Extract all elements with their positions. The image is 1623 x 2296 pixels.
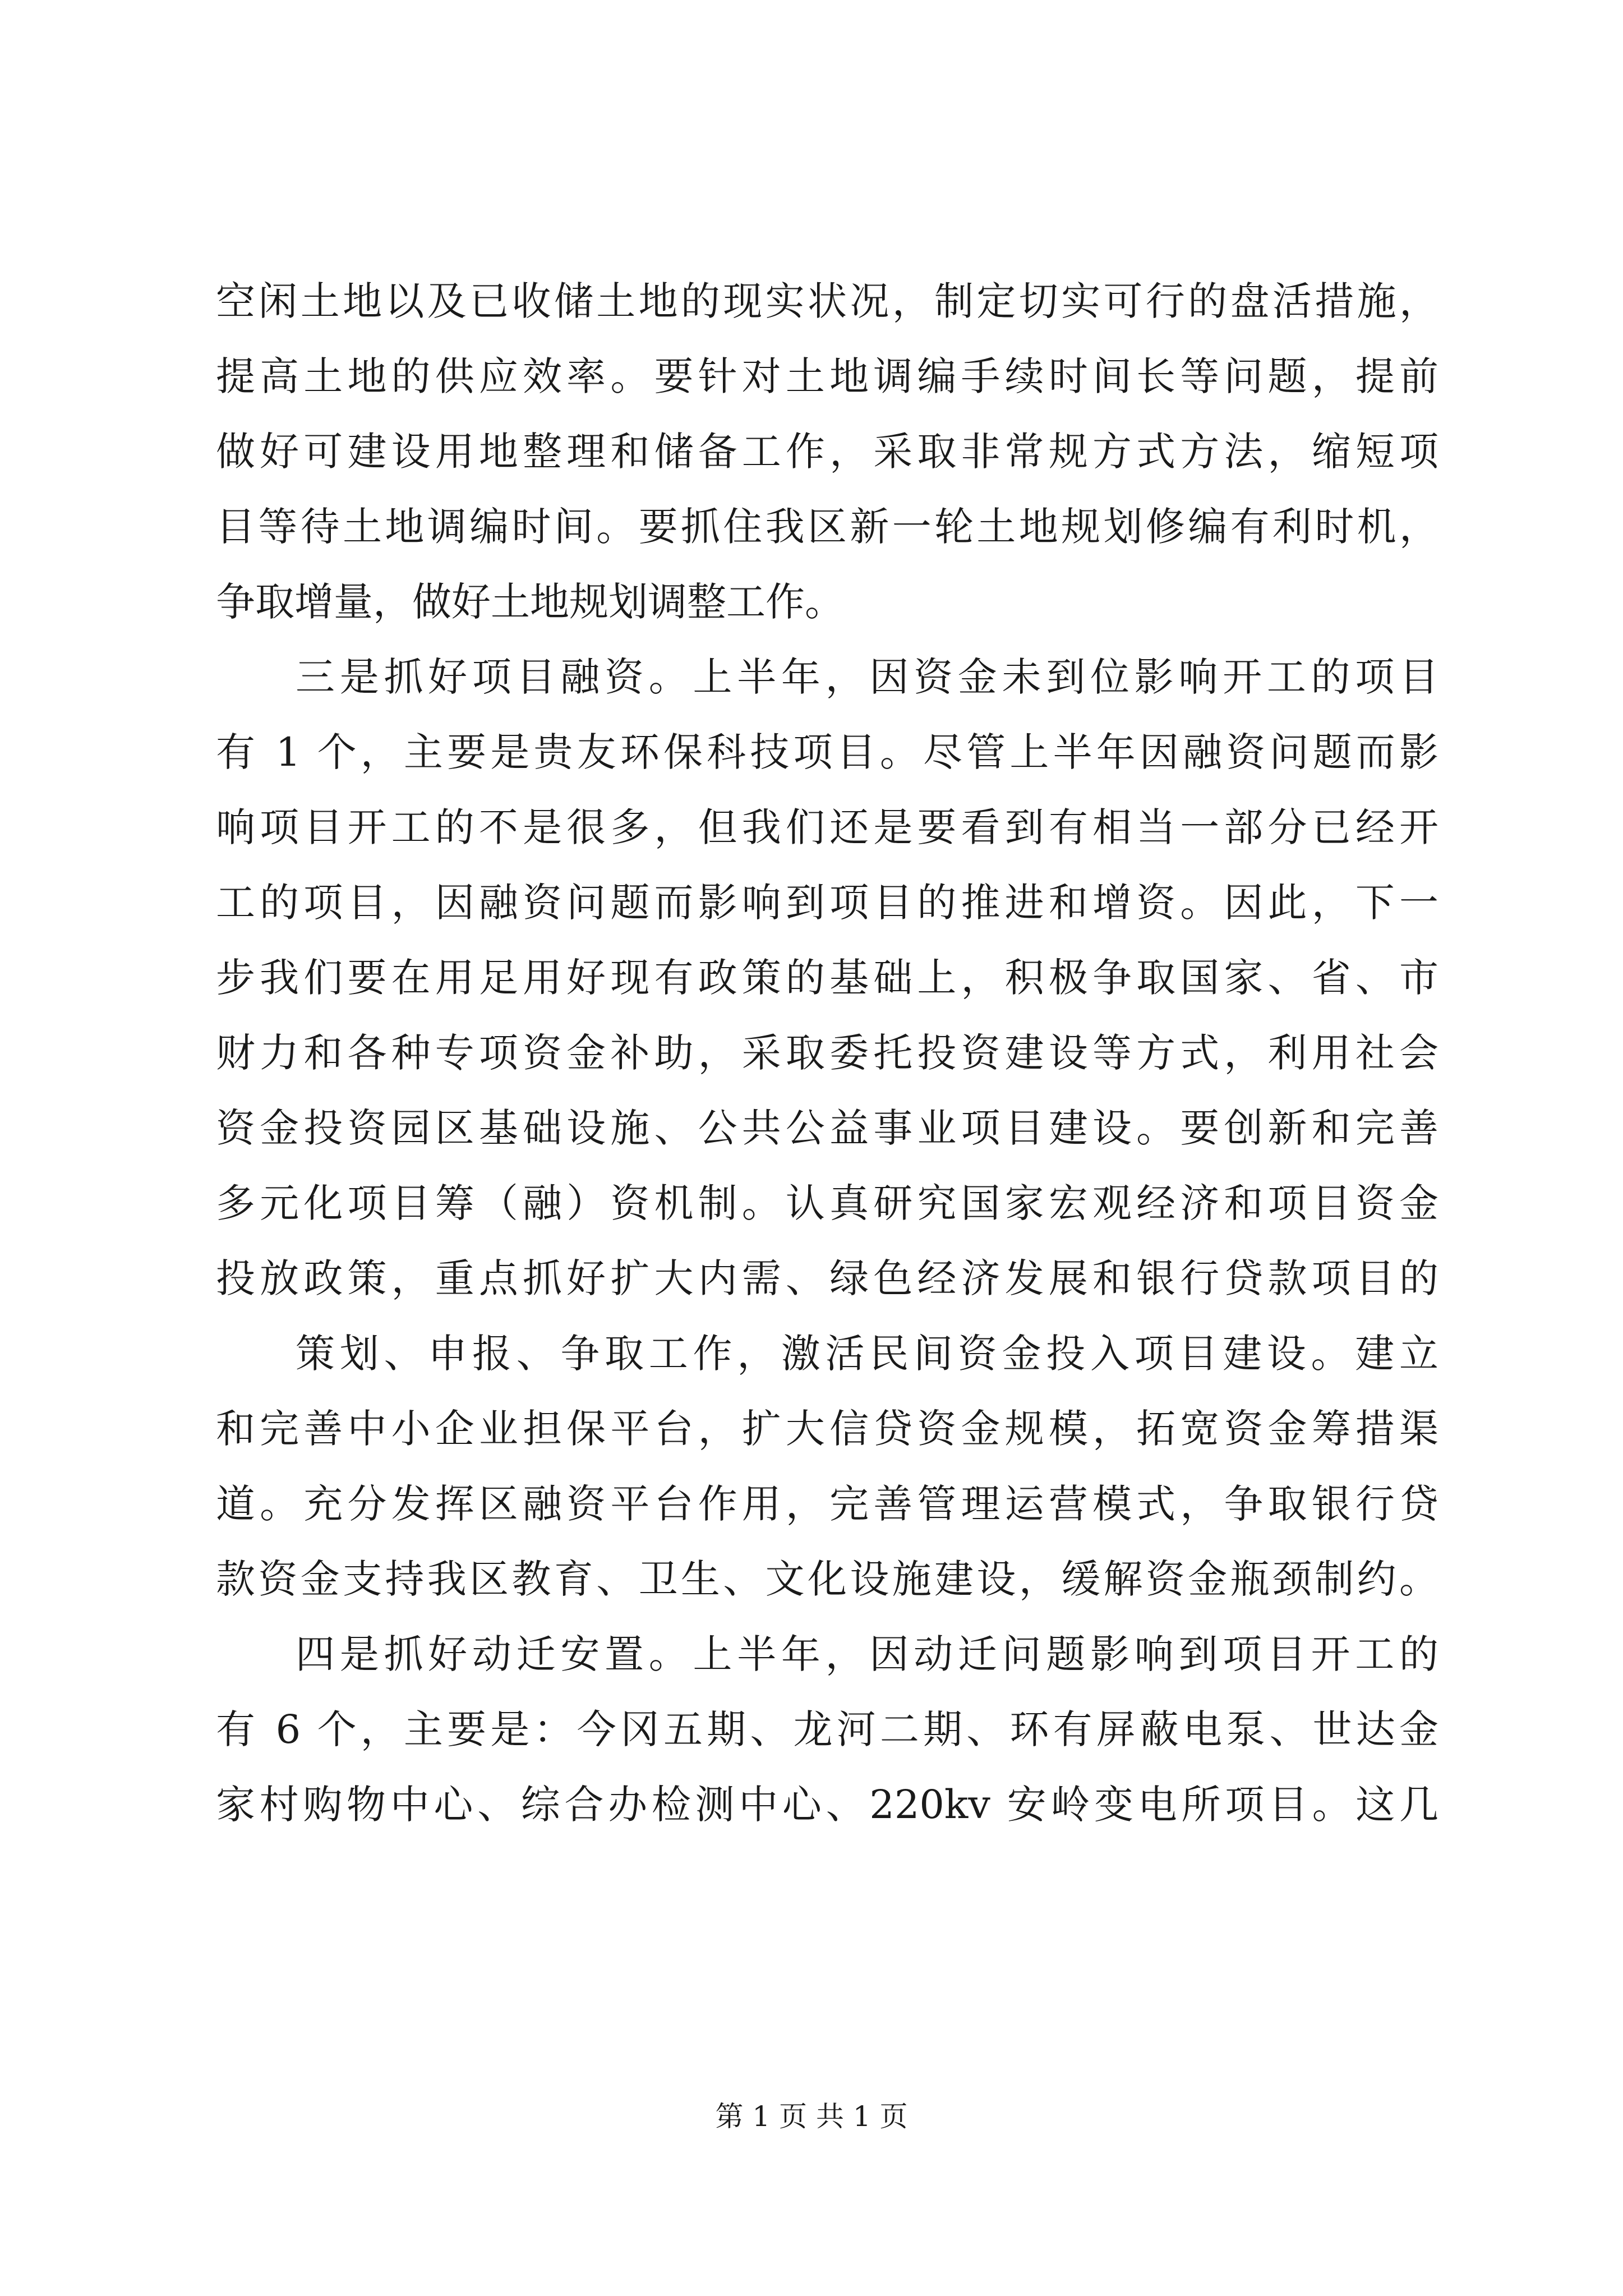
- text-line: 财力和各种专项资金补助，采取委托投资建设等方式，利用社会: [216, 1030, 1438, 1076]
- text-line: 策划、申报、争取工作，激活民间资金投入项目建设。建立: [296, 1331, 1438, 1377]
- text-line: 步我们要在用足用好现有政策的基础上，积极争取国家、省、市: [216, 955, 1438, 1001]
- text-line: 家村购物中心、综合办检测中心、220kv 安岭变电所项目。这几: [216, 1782, 1438, 1828]
- text-line: 投放政策，重点抓好扩大内需、绿色经济发展和银行贷款项目的: [216, 1255, 1438, 1301]
- page-footer: 第 1 页 共 1 页: [715, 2100, 908, 2133]
- text-line: 做好可建设用地整理和储备工作，采取非常规方式方法，缩短项: [216, 429, 1438, 475]
- text-line: 提高土地的供应效率。要针对土地调编手续时间长等问题，提前: [216, 353, 1438, 399]
- text-line: 工的项目，因融资问题而影响到项目的推进和增资。因此，下一: [216, 880, 1438, 926]
- text-line: 三是抓好项目融资。上半年，因资金未到位影响开工的项目: [296, 654, 1438, 700]
- text-line: 有 6 个，主要是：今冈五期、龙河二期、环有屏蔽电泵、世达金: [216, 1706, 1438, 1752]
- text-line: 多元化项目筹（融）资机制。认真研究国家宏观经济和项目资金: [216, 1180, 1438, 1226]
- text-line: 道。充分发挥区融资平台作用，完善管理运营模式，争取银行贷: [216, 1481, 1438, 1527]
- text-line: 空闲土地以及已收储土地的现实状况，制定切实可行的盘活措施，: [216, 278, 1438, 324]
- text-line: 有 1 个，主要是贵友环保科技项目。尽管上半年因融资问题而影: [216, 729, 1438, 775]
- text-line: 款资金支持我区教育、卫生、文化设施建设，缓解资金瓶颈制约。: [216, 1556, 1438, 1602]
- text-line: 争取增量，做好土地规划调整工作。: [216, 579, 844, 625]
- text-line: 响项目开工的不是很多，但我们还是要看到有相当一部分已经开: [216, 804, 1438, 850]
- text-line: 资金投资园区基础设施、公共公益事业项目建设。要创新和完善: [216, 1105, 1438, 1151]
- text-line: 目等待土地调编时间。要抓住我区新一轮土地规划修编有利时机，: [216, 504, 1438, 550]
- text-line: 和完善中小企业担保平台，扩大信贷资金规模，拓宽资金筹措渠: [216, 1406, 1438, 1452]
- text-line: 四是抓好动迁安置。上半年，因动迁问题影响到项目开工的: [296, 1631, 1438, 1677]
- body-text: [216, 264, 1438, 1842]
